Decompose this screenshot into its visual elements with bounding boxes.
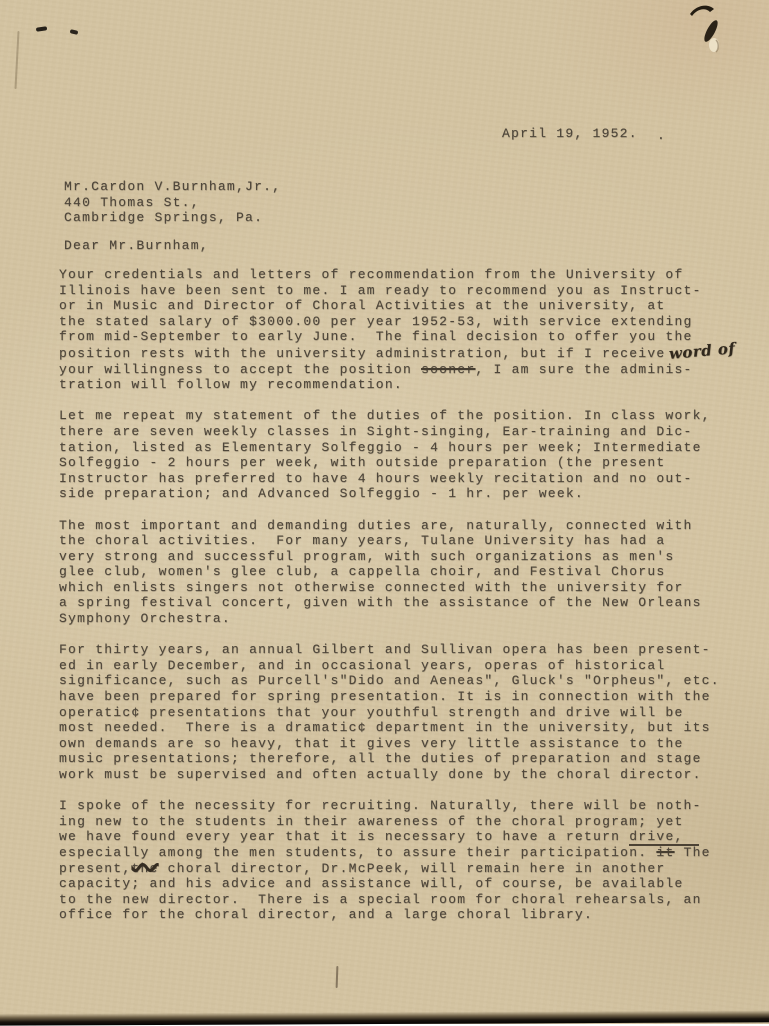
typed-text: significance, such as Purcell's"Dido and Aeneas", Gluck's "Orpheus", etc. [59,673,720,689]
typed-text: Instructor has preferred to have 4 hours weekly recitation and no out- [59,470,693,486]
ink-scribble-mark [678,0,738,60]
pencil-line-mark [14,31,19,89]
letter-line [59,518,759,534]
typed-text: there are seven weekly classes in Sight-singing, Ear-training and Dic- [59,423,693,439]
typed-text: tration will follow my recommendation. [59,377,403,393]
letter-line [59,486,759,502]
edit-underline: drive, [629,829,698,846]
pen-dash-mark [36,26,47,31]
letter-line [59,339,759,363]
pen-dash-mark [70,29,79,35]
paragraph [59,267,759,393]
typed-text: position rests with the university administration, but if I receive [59,345,666,361]
letter-line [59,564,759,580]
typed-text: tation, listed as Elementary Solfeggio - 4 hours per week; Intermediate [59,439,702,455]
letter-line [59,814,759,830]
letter-line [59,798,759,814]
typed-text: , I am sure the adminis- [475,361,693,377]
letter-line [59,580,759,596]
typed-text: Symphony Orchestra. [59,611,231,627]
address-line: Mr.Cardon V.Burnham,Jr., [64,179,282,194]
letter-line [59,892,759,908]
typed-text: glee club, women's glee club, a cappella choir, and Festival Chorus [59,564,666,580]
letter-line [59,658,759,674]
typed-text: from mid-September to early June. The final decision to offer you the [59,329,693,345]
paragraph [59,518,759,627]
handwritten-annotation: word of [668,339,737,363]
typed-text: capacity; and his advice and assistance will, of course, be available [59,876,684,892]
letter-line [59,329,759,345]
letter-line [59,736,759,752]
letter-line [59,861,759,877]
letter-line [59,298,759,314]
typed-text: the stated salary of $3000.00 per year 1952-53, with service extending [59,313,693,329]
letter-line [59,595,759,611]
typed-text: a spring festival concert, given with the assistance of the New Orleans [59,595,702,611]
letter-line [59,471,759,487]
letter-line [59,549,759,565]
letter-line [59,362,759,378]
letter-line [59,642,759,658]
paragraph [59,798,759,923]
typed-text: we have found every year that it is necessary to have a return [59,829,630,845]
letter-date: April 19, 1952. [502,126,638,141]
letter-line [59,440,759,456]
letter-line [59,845,759,861]
typed-text: Let me repeat my statement of the duties of the position. In class work, [59,408,711,424]
typed-text: own demands are so heavy, that it gives very little assistance to the [59,735,684,751]
letter-line [59,689,759,705]
address-line: 440 Thomas St., [64,194,200,210]
edit-strike: sooner [421,361,476,377]
typed-text: to the new director. There is a special room for choral rehearsals, an [59,891,702,907]
edit-strike: it [656,844,675,860]
edit-scribble: the [131,860,159,876]
typed-text: most needed. There is a dramatic¢ department in the university, but its [59,720,711,736]
letter-line [59,751,759,767]
letter-line [59,767,759,783]
typed-text: the choral activities. For many years, Tulane University has had a [59,533,666,549]
typed-text: Your credentials and letters of recommendation from the University of [59,267,684,282]
typed-text: which enlists singers not otherwise connected with the university for [59,579,684,595]
typed-text: have been prepared for spring presentation. It is in connection with the [59,689,711,705]
paragraph [59,642,759,782]
typed-text: Solfeggio - 2 hours per week, with outside preparation (the present [59,455,666,471]
pencil-tick-mark [336,966,339,988]
letter-line [59,673,759,689]
letter-line [59,377,759,393]
typed-text: For thirty years, an annual Gilbert and Sullivan opera has been present- [59,642,711,658]
typed-text: office for the choral director, and a large choral library. [59,907,594,923]
typed-text: work must be supervised and often actually done by the choral director. [59,767,702,782]
letter-line [59,907,759,923]
typed-text: Illinois have been sent to me. I am ready to recommend you as Instruct- [59,282,702,298]
letter-line [59,876,759,892]
paragraph [59,408,759,502]
typed-text: side preparation; and Advanced Solfeggio - 1 hr. per week. [59,486,584,502]
typed-text: choral director, Dr.McPeek, will remain here in another [158,860,666,876]
typed-text: I spoke of the necessity for recruiting. Naturally, there will be noth- [59,798,702,814]
letter-body [59,267,759,939]
letter-line [59,408,759,424]
letter-line [59,455,759,471]
typed-text: very strong and successful program, with such organizations as men's [59,548,675,564]
typed-text: operatic¢ presentations that your youthful strength and drive will be [59,704,684,720]
typed-text: The most important and demanding duties are, naturally, connected with [59,517,693,533]
typed-text: music presentations; therefore, all the duties of preparation and stage [59,751,702,767]
letter-line [59,611,759,627]
typed-text: ing new to the students in their awareness of the choral program; yet [59,813,684,829]
typed-text: or in Music and Director of Choral Activities at the university, at [59,298,666,314]
recipient-address [64,179,281,226]
letter-line [59,705,759,721]
salutation: Dear Mr.Burnham, [64,238,209,253]
letter-line [59,720,759,736]
paper-bottom-edge [0,1010,769,1025]
typed-text: ed in early December, and in occasional years, operas of historical [59,657,666,673]
letter-line [59,283,759,299]
typed-text: your willingness to accept the position [59,361,422,377]
letter-line [59,533,759,549]
typed-text: The [674,844,711,860]
typed-text: present, [59,860,132,876]
address-line: Cambridge Springs, Pa. [64,210,264,226]
letter-line [59,829,759,845]
stray-dot: . [657,128,667,143]
typed-text: especially among the men students, to assure their participation. [59,844,657,860]
letter-line [59,267,759,283]
letter-line [59,314,759,330]
letter-line [59,424,759,440]
